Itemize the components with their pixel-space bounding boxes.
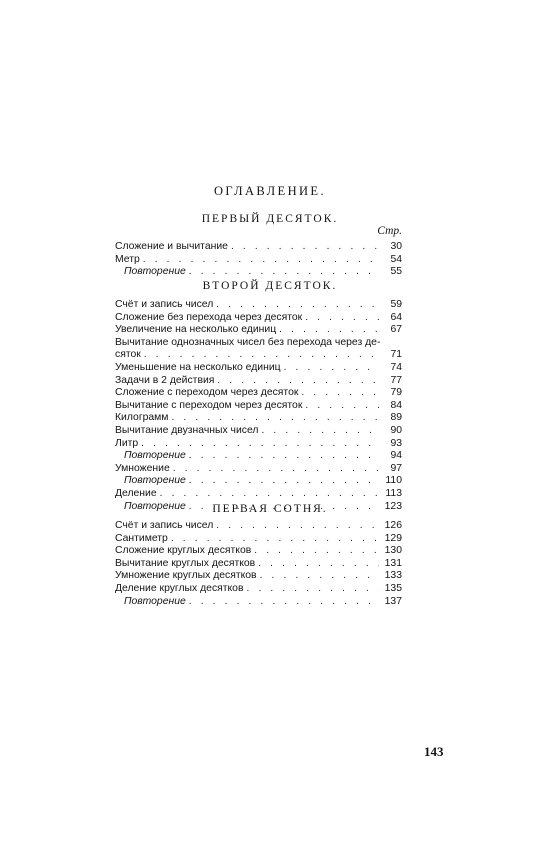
toc-entry <box>115 488 402 501</box>
toc-entry <box>115 412 402 425</box>
entry-label: Умножение круглых десятков <box>115 570 257 582</box>
entry-page: 64 <box>390 311 402 323</box>
dot-leader <box>189 266 379 279</box>
dot-leader <box>261 425 379 438</box>
toc-entry <box>115 558 402 571</box>
dot-leader <box>305 400 379 413</box>
entry-label: Сложение с переходом через десяток <box>115 387 299 399</box>
dot-leader <box>305 312 379 325</box>
toc-entry <box>115 241 402 254</box>
entry-page: 123 <box>384 500 402 512</box>
entry-label: Метр <box>115 253 140 265</box>
entry-label: Вычитание двузначных чисел <box>115 424 259 436</box>
dot-leader <box>246 583 379 596</box>
entry-label: Повторение <box>124 266 186 278</box>
toc-entry-review <box>115 266 402 279</box>
entry-page: 137 <box>384 595 402 607</box>
entry-page: 89 <box>390 412 402 424</box>
dot-leader <box>216 299 379 312</box>
dot-leader <box>189 596 379 609</box>
entry-page: 74 <box>390 361 402 373</box>
entry-label: Повторение <box>124 475 186 487</box>
toc-entry-review <box>115 475 402 488</box>
dot-leader <box>258 558 379 571</box>
entry-page: 133 <box>384 570 402 582</box>
entry-label-line2: сяток <box>115 349 141 361</box>
toc-entry <box>115 312 402 325</box>
dot-leader <box>260 570 379 583</box>
dot-leader <box>231 241 379 254</box>
entry-page: 77 <box>390 374 402 386</box>
entry-page: 30 <box>390 241 402 252</box>
toc-entry <box>115 400 402 413</box>
dot-leader <box>284 362 379 375</box>
dot-leader <box>143 254 379 267</box>
entry-label: Сантиметр <box>115 532 168 544</box>
page-number: 143 <box>424 744 444 759</box>
toc-entry <box>115 362 402 375</box>
toc-entry <box>115 545 402 558</box>
dot-leader <box>189 475 379 488</box>
entry-label: Повторение <box>124 595 186 607</box>
entry-page: 113 <box>385 487 402 499</box>
section-heading-second-ten: ВТОРОЙ ДЕСЯТОК. <box>202 280 338 292</box>
section-heading-first-hundred: ПЕРВАЯ СОТНЯ. <box>212 503 328 515</box>
entry-page: 131 <box>384 557 402 569</box>
dot-leader <box>254 545 379 558</box>
entry-label: Вычитание с переходом через десяток <box>115 399 303 411</box>
entry-label: Счёт и запись чисел <box>115 299 214 310</box>
toc-entry-review <box>115 450 402 463</box>
dot-leader <box>144 349 379 362</box>
dot-leader <box>171 533 379 546</box>
toc-entry <box>115 520 402 533</box>
entry-page: 129 <box>384 532 402 544</box>
dot-leader <box>279 324 379 337</box>
entry-page: 135 <box>384 582 402 594</box>
entry-label: Умножение <box>115 462 170 474</box>
entry-page: 71 <box>390 349 402 361</box>
entry-continuation <box>115 349 402 362</box>
toc-entry <box>115 254 402 267</box>
section-entries-first-ten <box>115 241 402 279</box>
dot-leader <box>301 387 379 400</box>
entry-page: 97 <box>390 462 402 474</box>
entry-label: Вычитание круглых десятков <box>115 557 256 569</box>
entry-label: Счёт и запись чисел <box>115 520 214 531</box>
entry-label: Задачи в 2 действия <box>115 374 215 386</box>
dot-leader <box>173 463 379 476</box>
entry-page: 90 <box>390 424 402 436</box>
section-entries-second-ten <box>115 299 402 513</box>
entry-page: 79 <box>390 387 402 399</box>
entry-label: Деление <box>115 487 157 499</box>
entry-label: Сложение круглых десятков <box>115 545 252 557</box>
page-column-label: Стр. <box>377 225 402 237</box>
toc-entry <box>115 583 402 596</box>
entry-label: Деление круглых десятков <box>115 582 244 594</box>
toc-entry <box>115 299 402 312</box>
dot-leader <box>189 450 379 463</box>
entry-page: 84 <box>390 399 402 411</box>
dot-leader <box>217 375 379 388</box>
entry-label: Сложение и вычитание <box>115 241 228 252</box>
entry-page: 59 <box>390 299 402 310</box>
dot-leader <box>216 520 379 533</box>
dot-leader <box>160 488 379 501</box>
toc-entry <box>115 463 402 476</box>
toc-entry <box>115 324 402 337</box>
entry-page: 94 <box>390 450 402 462</box>
entry-page: 110 <box>385 475 402 487</box>
entry-page: 55 <box>390 266 402 278</box>
dot-leader <box>141 438 379 451</box>
entry-page: 126 <box>384 520 402 531</box>
entry-label: Повторение <box>124 450 186 462</box>
dot-leader <box>171 412 379 425</box>
toc-entry <box>115 425 402 438</box>
entry-label: Уменьшение на несколько единиц <box>115 361 281 373</box>
entry-label: Повторение <box>124 500 186 512</box>
toc-entry <box>115 533 402 546</box>
entry-page: 54 <box>390 253 402 265</box>
toc-entry <box>115 438 402 451</box>
toc-entry <box>115 387 402 400</box>
toc-entry <box>115 570 402 583</box>
entry-label: Килограмм <box>115 412 169 424</box>
entry-page: 67 <box>390 324 402 336</box>
entry-page: 93 <box>390 437 402 449</box>
toc-entry-wrapped <box>115 337 402 362</box>
entry-label: Литр <box>115 437 139 449</box>
entry-label: Увеличение на несколько единиц <box>115 324 277 336</box>
toc-entry-review <box>115 596 402 609</box>
section-entries-first-hundred <box>115 520 402 608</box>
entry-label-line1: Вычитание однозначных чисел без перехода через де- <box>115 336 381 348</box>
section-heading-first-ten: ПЕРВЫЙ ДЕСЯТОК. <box>201 213 339 225</box>
toc-entry <box>115 375 402 388</box>
entry-label: Сложение без перехода через десяток <box>115 311 303 323</box>
page-title: ОГЛАВЛЕНИЕ. <box>213 184 326 198</box>
entry-page: 130 <box>384 545 402 557</box>
